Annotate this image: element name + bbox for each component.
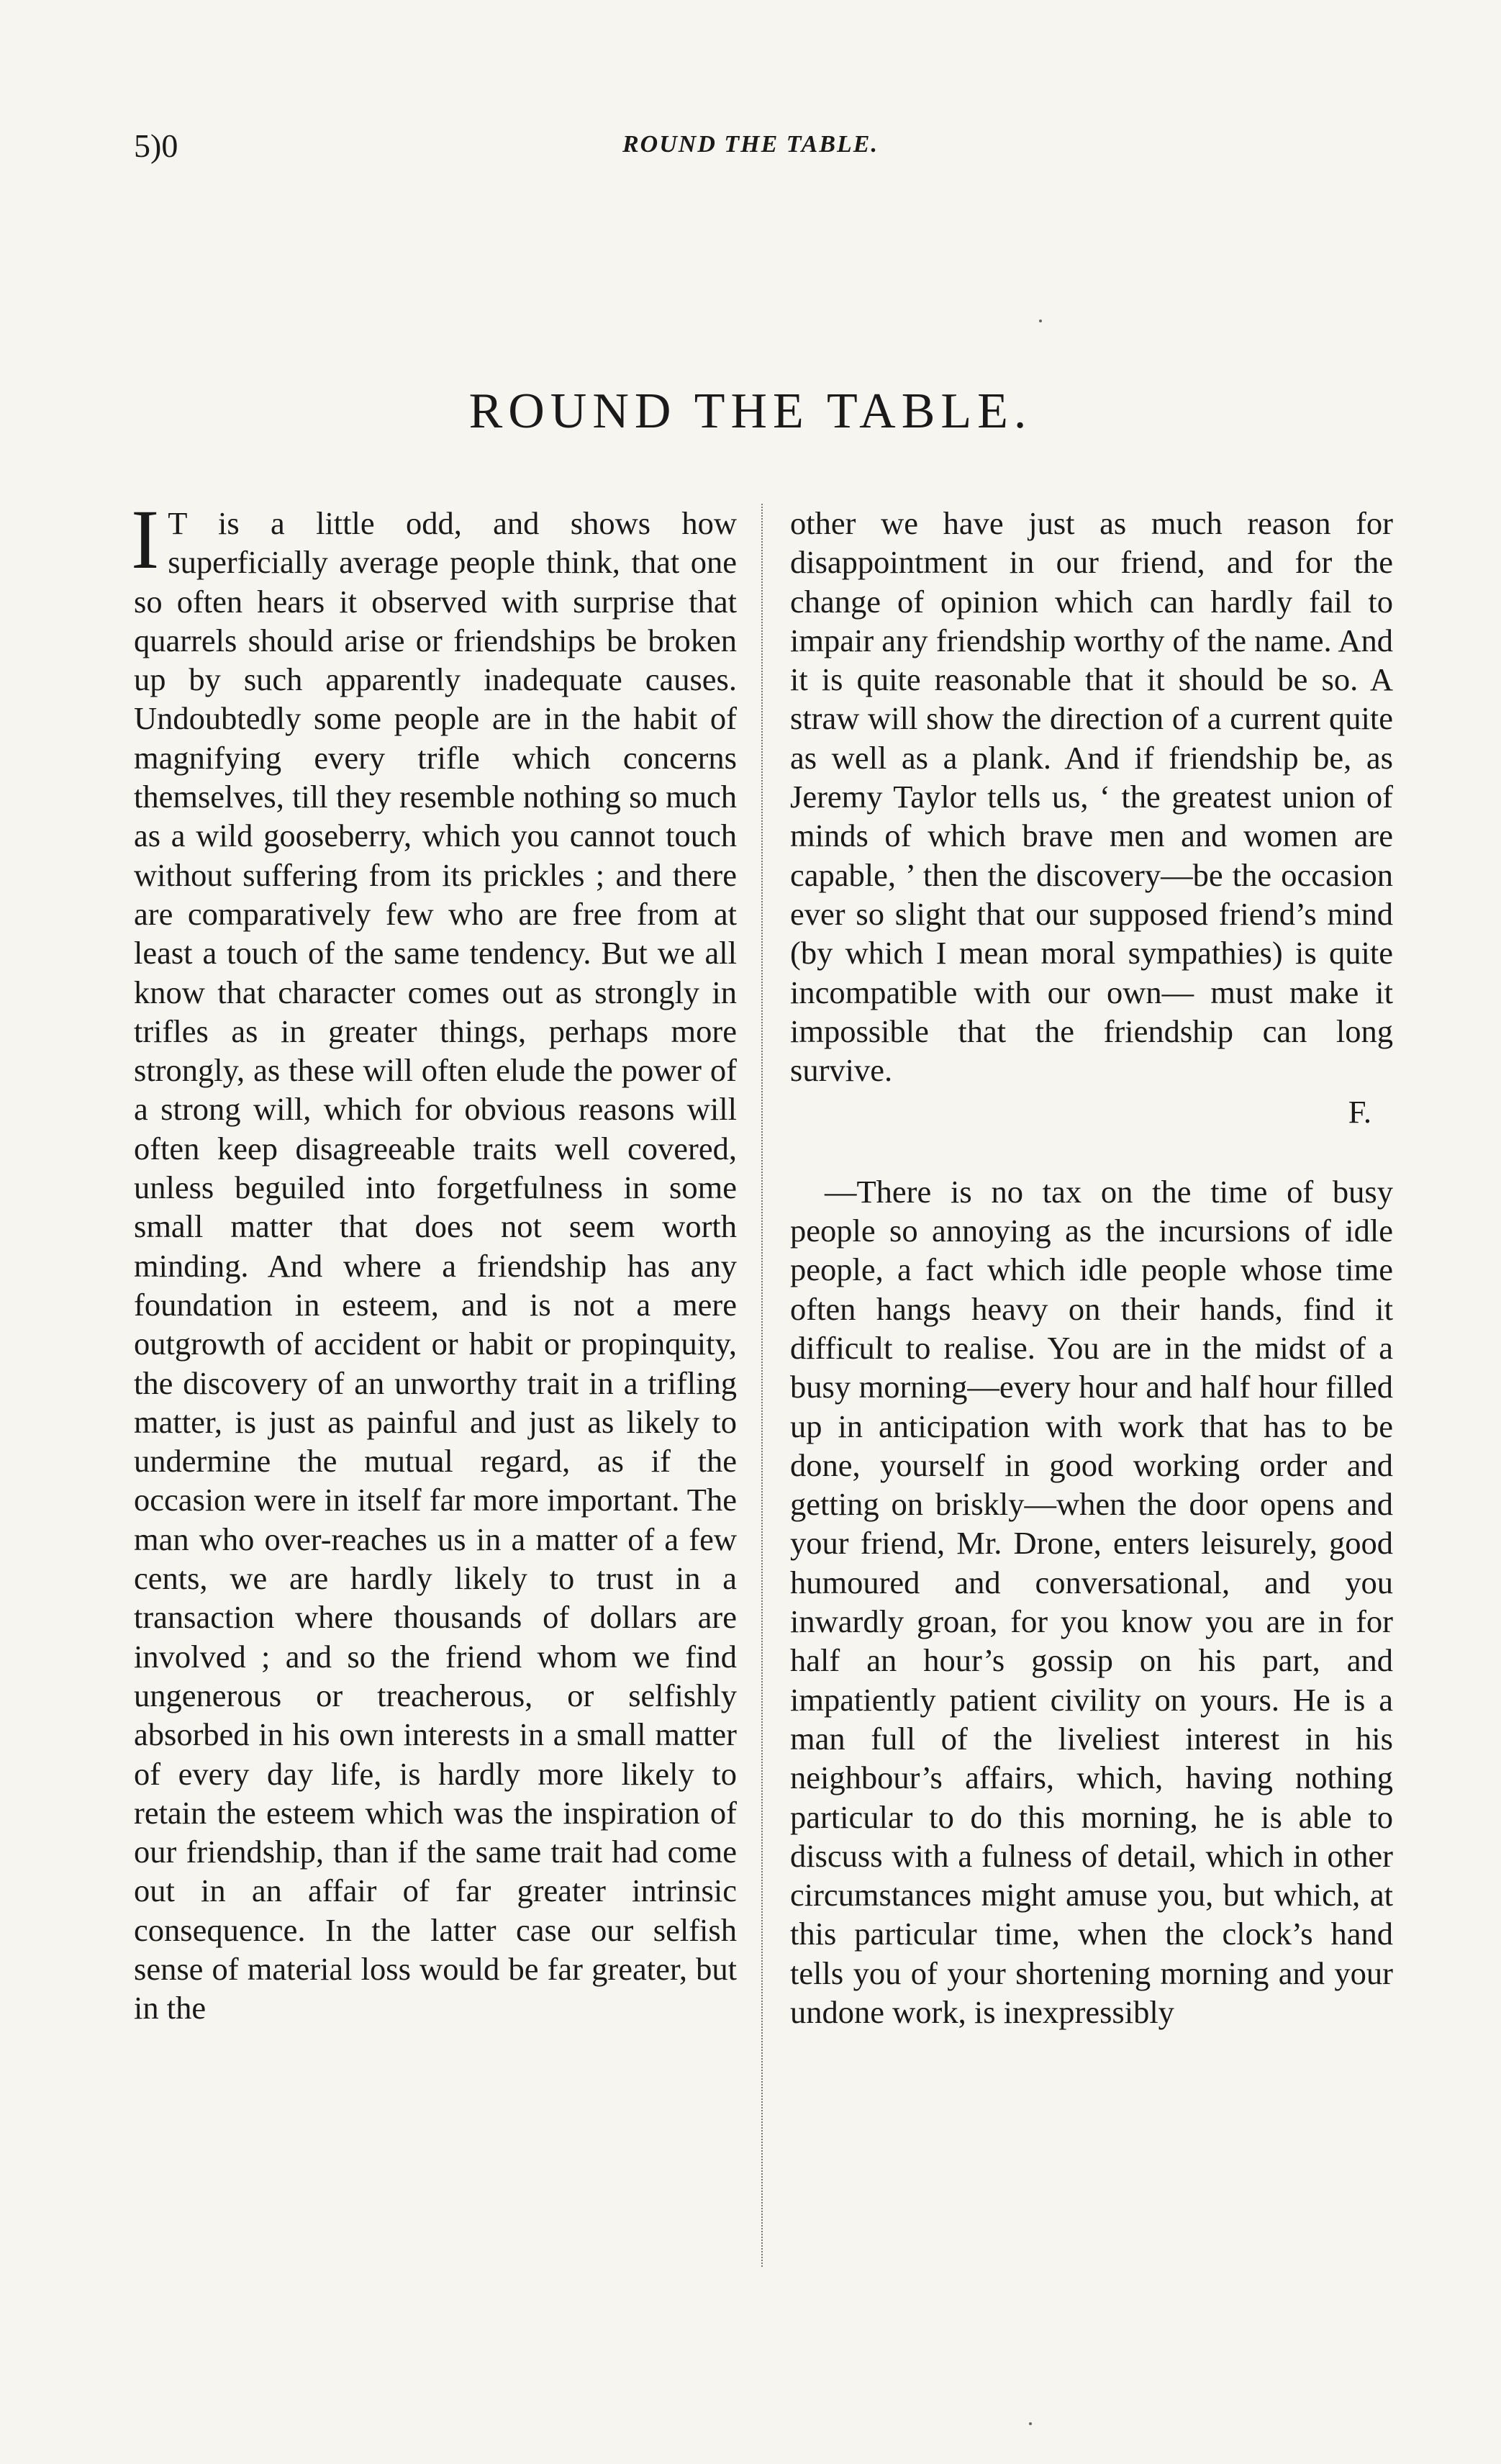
continued-paragraph: other we have just as much reason for disappointment in our friend, and for the change of opinion which can hardly fail to impair any friendship worthy of the name. And it is quite reasonable that it should be so. A straw will show the direction of a current quite as well as a plank. And if friendship be, as Jeremy Taylor tells us, ‘ the greatest union of minds of which brave men and women are capable, ’ then the discovery—be the occasion ever so slight that our supposed friend’s mind (by which I mean moral sympathies) is quite incompatible with our own— must make it impossible that the friendship can long survive. [790,505,1393,1089]
page-number: 5)0 [134,127,178,164]
column-divider [761,504,763,2267]
section-break [790,1132,1393,1172]
running-title: ROUND THE TABLE. [622,131,879,158]
running-head [134,127,1367,170]
left-column-text: T is a little odd, and shows how superficially average people think, that one so often hears it observed with surprise that quarrels should arise or friendships be broken up by such apparently inadequate causes. Undoubtedly some people are in the habit of magnifying every trifle which concerns themselves, till they resemble nothing so much as a wild gooseberry, which you cannot touch without suffering from its prickles ; and there are comparatively few who are free from at least a touch of the same tendency. But we all know that character comes out as strongly in trifles as in greater things, perhaps more strongly, as these will often elude the power of a strong will, which for obvious reasons will often keep disagreeable traits well covered, unless beguiled into forgetfulness in some small matter that does not seem worth minding. And where a friendship has any foundation in esteem, and is not a mere outgrowth of accident or habit or propinquity, the discovery of an unworthy trait in a trifling matter, is just as painful and just as likely to undermine the mutual regard, as if the occasion were in itself far more important. The man who over-reaches us in a matter of a few cents, we are hardly likely to trust in a transaction where thousands of dollars are involved ; and so the friend whom we find ungenerous or treacherous, or selfishly absorbed in his own interests in a small matter of every day life, is hardly more likely to retain the esteem which was the inspiration of our friendship, than if the same trait had come out in an affair of far greater intrinsic consequence. In the latter case our selfish sense of material loss would be far greater, but in the [134,505,737,2026]
right-column [790,504,1393,2032]
print-speck [1029,2422,1032,2425]
left-column [131,492,737,2028]
opening-paragraph [131,492,737,2028]
second-item-paragraph: —There is no tax on the time of busy people so annoying as the incursions of idle people, a fact which idle people whose time often hangs heavy on their hands, find it difficult to realise. You are in the midst of a busy morning—every hour and half hour filled up in anticipation with work that has to be done, yourself in good working order and getting on briskly—when the door opens and your friend, Mr. Drone, enters leisurely, good humoured and conversational, and you inwardly groan, for you know you are in for half an hour’s gossip on his part, and impatiently patient civility on yours. He is a man full of the liveliest interest in his neighbour’s affairs, which, having nothing particular to do this morning, he is able to discuss with a fulness of detail, which in other circumstances might amuse you, but which, at this particular time, when the clock’s hand tells you of your shortening morning and your undone work, is inexpressibly [790,1173,1393,2030]
drop-cap: I [131,492,160,586]
article-title: ROUND THE TABLE. [468,384,1033,439]
author-signature: F. [1348,1094,1371,1131]
print-speck [1039,320,1042,322]
